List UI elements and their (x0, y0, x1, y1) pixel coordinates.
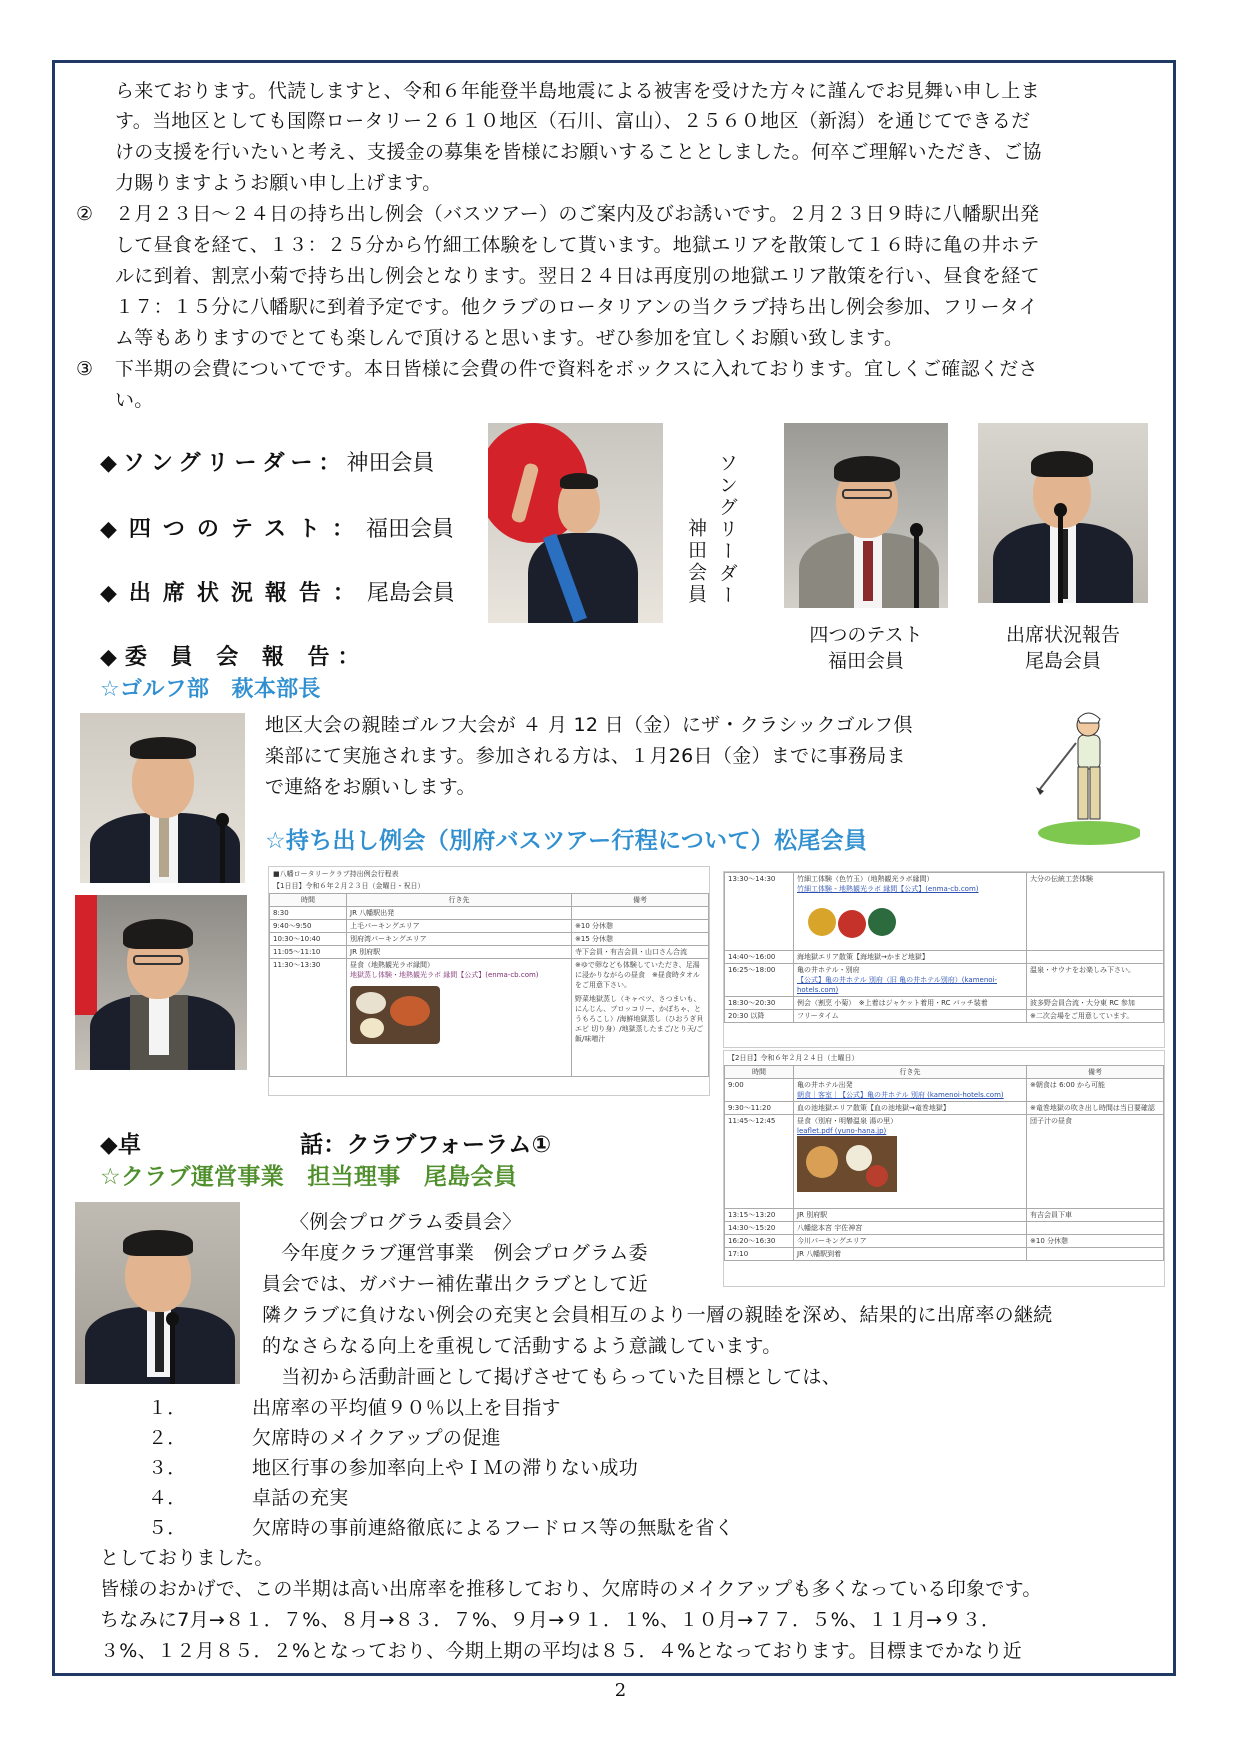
schedule-day1-cont-image (723, 871, 1165, 1048)
golf-line-3: で連絡をお願いします。 (265, 776, 476, 798)
attendance-photo (978, 423, 1148, 603)
item2-line-4: １７：１５分に八幡駅に到着予定です。他クラブのロータリアンの当クラブ持ち出し例会参加、フリータイ (115, 296, 1038, 318)
sl-link[interactable]: 地獄蒸し体験・地熱観光ラボ 縁間【公式】(enma-cb.com) (350, 971, 539, 979)
item3-line-2: い。 (115, 389, 154, 411)
song-leader-caption-2: 神田会員 (685, 518, 707, 606)
sr-r1c0: 14:40〜16:00 (725, 951, 794, 964)
sb-h0: 時間 (725, 1066, 794, 1079)
sr-r2c1: 亀の井ホテル・別府 (797, 966, 860, 974)
item2-line-3: ルに到着、割烹小菊で持ち出し例会となります。翌日２４日は再度別の地獄エリア散策を行い、昼食を経て (115, 265, 1040, 287)
lunch-photo (350, 986, 440, 1044)
sb-r0c0: 9:00 (725, 1079, 794, 1102)
goal-3-num: ３． (148, 1457, 187, 1479)
sl-menu: 野菜地獄蒸し（キャベツ、さつまいも、にんじん、ブロッコリー、かぼちゃ、とうもろこし）/海鮮地獄蒸し（ひおうぎ貝 エビ 切り身）/地獄蒸したまご/とり天/ご飯/味噌汁 (575, 995, 704, 1043)
sb-r1c2: ※竜巻地獄の吹き出し時間は当日要確認 (1027, 1102, 1164, 1115)
schedule-day2: 【2日目】令和６年２月２４日（土曜日） (728, 1054, 859, 1062)
sr-link[interactable]: 竹細工体験 - 地熱観光ラボ 縁間【公式】(enma-cb.com) (797, 885, 979, 893)
goal-5-text: 欠席時の事前連絡徹底によるフードロス等の無駄を省く (252, 1517, 734, 1539)
talk-speaker-photo (75, 1202, 240, 1384)
role-attendance: ◆出席状況報告：尾島会員 (100, 581, 455, 606)
closing-line-2: 皆様のおかげで、この半期は高い出席率を推移しており、欠席時のメイクアップも多くなっている印象です。 (100, 1578, 1042, 1600)
sr-r1c1: 海地獄エリア散策【海地獄→かまど地獄】 (794, 951, 1027, 964)
talk-line-4: 的なさらなる向上を重視して活動するよう意識しています。 (262, 1335, 782, 1357)
goal-4-num: ４． (148, 1487, 187, 1509)
sb-r3c1: JR 別府駅 (794, 1209, 1027, 1222)
sr-r4c0: 20:30 以降 (725, 1010, 794, 1023)
schedule-day1: 【1日目】令和６年２月２３日（金曜日・祝日） (273, 882, 425, 890)
sr-r2c0: 16:25〜18:00 (725, 964, 794, 997)
closing-line-1: としておりました。 (100, 1547, 274, 1569)
talk-line-3: 隣クラブに負けない例会の充実と会員相互のより一層の親睦を深め、結果的に出席率の継続 (262, 1304, 1053, 1326)
goal-5-num: ５． (148, 1517, 187, 1539)
sl-r3c2: 寺下会員・有吉会員・山口さん合流 (572, 946, 709, 959)
tour-title: ☆持ち出し例会（別府バスツアー行程について）松尾会員 (265, 828, 868, 854)
sl-h1: 行き先 (347, 894, 572, 907)
intro-line-3: けの支援を行いたいと考え、支援金の募集を皆様にお願いすることとしました。何卒ご理解いただき、ご協 (115, 141, 1042, 163)
role-four-test: ◆四つのテスト：福田会員 (100, 517, 455, 542)
committee-heading: ◆委 員 会 報 告： (100, 645, 368, 670)
sl-r4c2: ※ゆで卵なども体験していただき、足湯に浸かりながらの昼食 ※昼食時タオルをご用意下さい。 (575, 961, 700, 989)
talk-line-1: 今年度クラブ運営事業 例会プログラム委 (262, 1242, 648, 1264)
closing-line-4: ３%、１２月８５．２%となっており、今期上期の平均は８５．４%となっております。目標までかなり近 (100, 1640, 1023, 1662)
sb-r0c1: 亀の井ホテル出発 (797, 1081, 853, 1089)
sb-link1[interactable]: 朝食｜客室｜【公式】亀の井ホテル 別府 (kamenoi-hotels.com) (797, 1091, 1004, 1099)
goal-2-num: ２． (148, 1427, 187, 1449)
goal-3-text: 地区行事の参加率向上やＩＭの滞りない成功 (252, 1457, 639, 1479)
schedule-day2-image (723, 1050, 1165, 1287)
sl-r0c0: 8:30 (270, 907, 347, 920)
sb-r2c0: 11:45〜12:45 (725, 1115, 794, 1209)
sl-r4c0: 11:30〜13:30 (270, 959, 347, 1077)
talk-heading: 話：クラブフォーラム① (300, 1132, 552, 1158)
sr-r0c0: 13:30〜14:30 (725, 873, 794, 951)
sl-r1c2: ※10 分休憩 (572, 920, 709, 933)
goal-1-num: １． (148, 1397, 187, 1419)
four-test-caption-1: 四つのテスト (809, 624, 923, 646)
item2-line-1: ２月２３日～２４日の持ち出し例会（バスツアー）のご案内及びお誘いです。２月２３日９時に八幡駅出発 (115, 203, 1040, 225)
sl-r3c1: JR 別府駅 (347, 946, 572, 959)
sr-r4c2: ※二次会場をご用意しています。 (1027, 1010, 1164, 1023)
sl-r1c1: 上毛パーキングエリア (347, 920, 572, 933)
sb-r5c0: 16:20〜16:30 (725, 1235, 794, 1248)
goal-4-text: 卓話の充実 (252, 1487, 349, 1509)
sr-hotel-link[interactable]: 【公式】亀の井ホテル 別府（旧 亀の井ホテル別府）(kamenoi-hotels.com) (797, 976, 998, 994)
four-test-photo (784, 423, 948, 608)
sb-r6c1: JR 八幡駅到着 (794, 1248, 1027, 1261)
bamboo-balls-photo (797, 894, 917, 940)
sb-r5c1: 今川パーキングエリア (794, 1235, 1027, 1248)
goal-2-text: 欠席時のメイクアップの促進 (252, 1427, 501, 1449)
sr-r3c2: 波多野会員合流・大分東 RC 参加 (1027, 997, 1164, 1010)
sr-r4c1: フリータイム (794, 1010, 1027, 1023)
goal-1-text: 出席率の平均値９０％以上を目指す (252, 1397, 561, 1419)
golf-chair-photo (80, 713, 245, 883)
sl-r1c0: 9:40〜9:50 (270, 920, 347, 933)
song-leader-photo (488, 423, 663, 623)
sb-r2c2: 団子汁の昼食 (1027, 1115, 1164, 1209)
sb-link2[interactable]: leaflet.pdf (yuno-hana.jp) (797, 1127, 887, 1135)
sb-r3c2: 有吉会員下車 (1027, 1209, 1164, 1222)
sb-r6c0: 17:10 (725, 1248, 794, 1261)
sb-r3c0: 13:15〜13:20 (725, 1209, 794, 1222)
sr-r0c1: 竹細工体験（色竹玉）（地熱観光ラボ縁間） (797, 875, 934, 883)
item2-line-2: して昼食を経て、１３：２５分から竹細工体験をして貰います。地獄エリアを散策して１６時に亀の井ホテ (115, 234, 1040, 256)
sl-h0: 時間 (270, 894, 347, 907)
sl-r2c2: ※15 分休憩 (572, 933, 709, 946)
item2-line-5: ム等もありますのでとても楽しんで頂けると思います。ぜひ参加を宜しくお願い致します。 (115, 327, 904, 349)
golf-title: ☆ゴルフ部 萩本部長 (100, 677, 321, 702)
talk-heading-prefix: ◆卓 (100, 1132, 142, 1158)
sr-r2c2: 温泉・サウナをお楽しみ下さい。 (1027, 964, 1164, 997)
schedule-day1-image (268, 866, 710, 1096)
golfer-illustration (1030, 705, 1140, 845)
sb-r1c1: 血の池地獄エリア散策【血の池地獄→竜巻地獄】 (794, 1102, 1027, 1115)
sr-r0c2: 大分の伝統工芸体験 (1027, 873, 1164, 951)
four-test-caption-2: 福田会員 (827, 650, 904, 672)
sb-r4c1: 八幡総本宮 宇佐神宮 (794, 1222, 1027, 1235)
sl-r2c1: 別府湾パーキングエリア (347, 933, 572, 946)
attendance-caption-1: 出席状況報告 (1005, 624, 1120, 646)
sb-r4c0: 14:30〜15:20 (725, 1222, 794, 1235)
sb-r2c1: 昼食（別府・明礬温泉 湯の里） (797, 1117, 898, 1125)
item3-line-1: 下半期の会費についてです。本日皆様に会費の件で資料をボックスに入れております。宜しくご確認くださ (115, 358, 1038, 380)
page-number: 2 (614, 1680, 627, 1701)
program-committee-title: 〈例会プログラム委員会〉 (290, 1211, 522, 1233)
lunch-day2-photo (797, 1136, 897, 1192)
talk-line-5: 当初から活動計画として掲げさせてもらっていた目標としては、 (262, 1366, 842, 1388)
sl-r3c0: 11:05〜11:10 (270, 946, 347, 959)
sb-h1: 行き先 (794, 1066, 1027, 1079)
sr-r3c1: 例会（割烹 小菊） ※上着はジャケット着用・RC バッチ装着 (794, 997, 1027, 1010)
sl-r2c0: 10:30〜10:40 (270, 933, 347, 946)
item2-marker: ② (76, 203, 94, 225)
schedule-title: ■八幡ロータリークラブ持出例会行程表 (273, 870, 399, 878)
talk-line-2: 員会では、ガバナー補佐輩出クラブとして近 (262, 1273, 649, 1295)
golf-line-1: 地区大会の親睦ゴルフ大会が ４ 月 12 日（金）にザ・クラシックゴルフ倶 (265, 714, 913, 736)
attendance-caption-2: 尾島会員 (1024, 650, 1101, 672)
sb-r0c2: ※朝食は 6:00 から可能 (1027, 1079, 1164, 1102)
intro-line-2: す。当地区としても国際ロータリー２６１０地区（石川、富山）、２５６０地区（新潟）を通じてできるだ (115, 110, 1031, 132)
sl-r0c1: JR 八幡駅出発 (347, 907, 572, 920)
song-leader-caption-1: ソングリーダー (716, 453, 738, 607)
sb-h2: 備考 (1027, 1066, 1164, 1079)
golf-line-2: 楽部にて実施されます。参加される方は、１月26日（金）までに事務局ま (265, 745, 906, 767)
sl-h2: 備考 (572, 894, 709, 907)
sr-r3c0: 18:30〜20:30 (725, 997, 794, 1010)
sb-r5c2: ※10 分休憩 (1027, 1235, 1164, 1248)
sl-r4c1: 昼食（地熱観光ラボ縁間） (350, 961, 434, 969)
closing-line-3: ちなみに7月→８１．７%、８月→８３．７%、９月→９１．１%、１０月→７７．５%、１１月→９３． (100, 1609, 1001, 1631)
intro-line-4: 力賜りますようお願い申し上げます。 (115, 172, 442, 194)
role-song-leader: ◆ソングリーダー：神田会員 (100, 451, 435, 476)
talk-subheading: ☆クラブ運営事業 担当理事 尾島会員 (100, 1164, 518, 1190)
sb-r1c0: 9:30〜11:20 (725, 1102, 794, 1115)
intro-line-1: ら来ております。代読しますと、令和６年能登半島地震による被害を受けた方々に謹んでお見舞い申し上ま (115, 80, 1040, 102)
tour-presenter-photo (75, 895, 247, 1070)
item3-marker: ③ (76, 358, 94, 380)
